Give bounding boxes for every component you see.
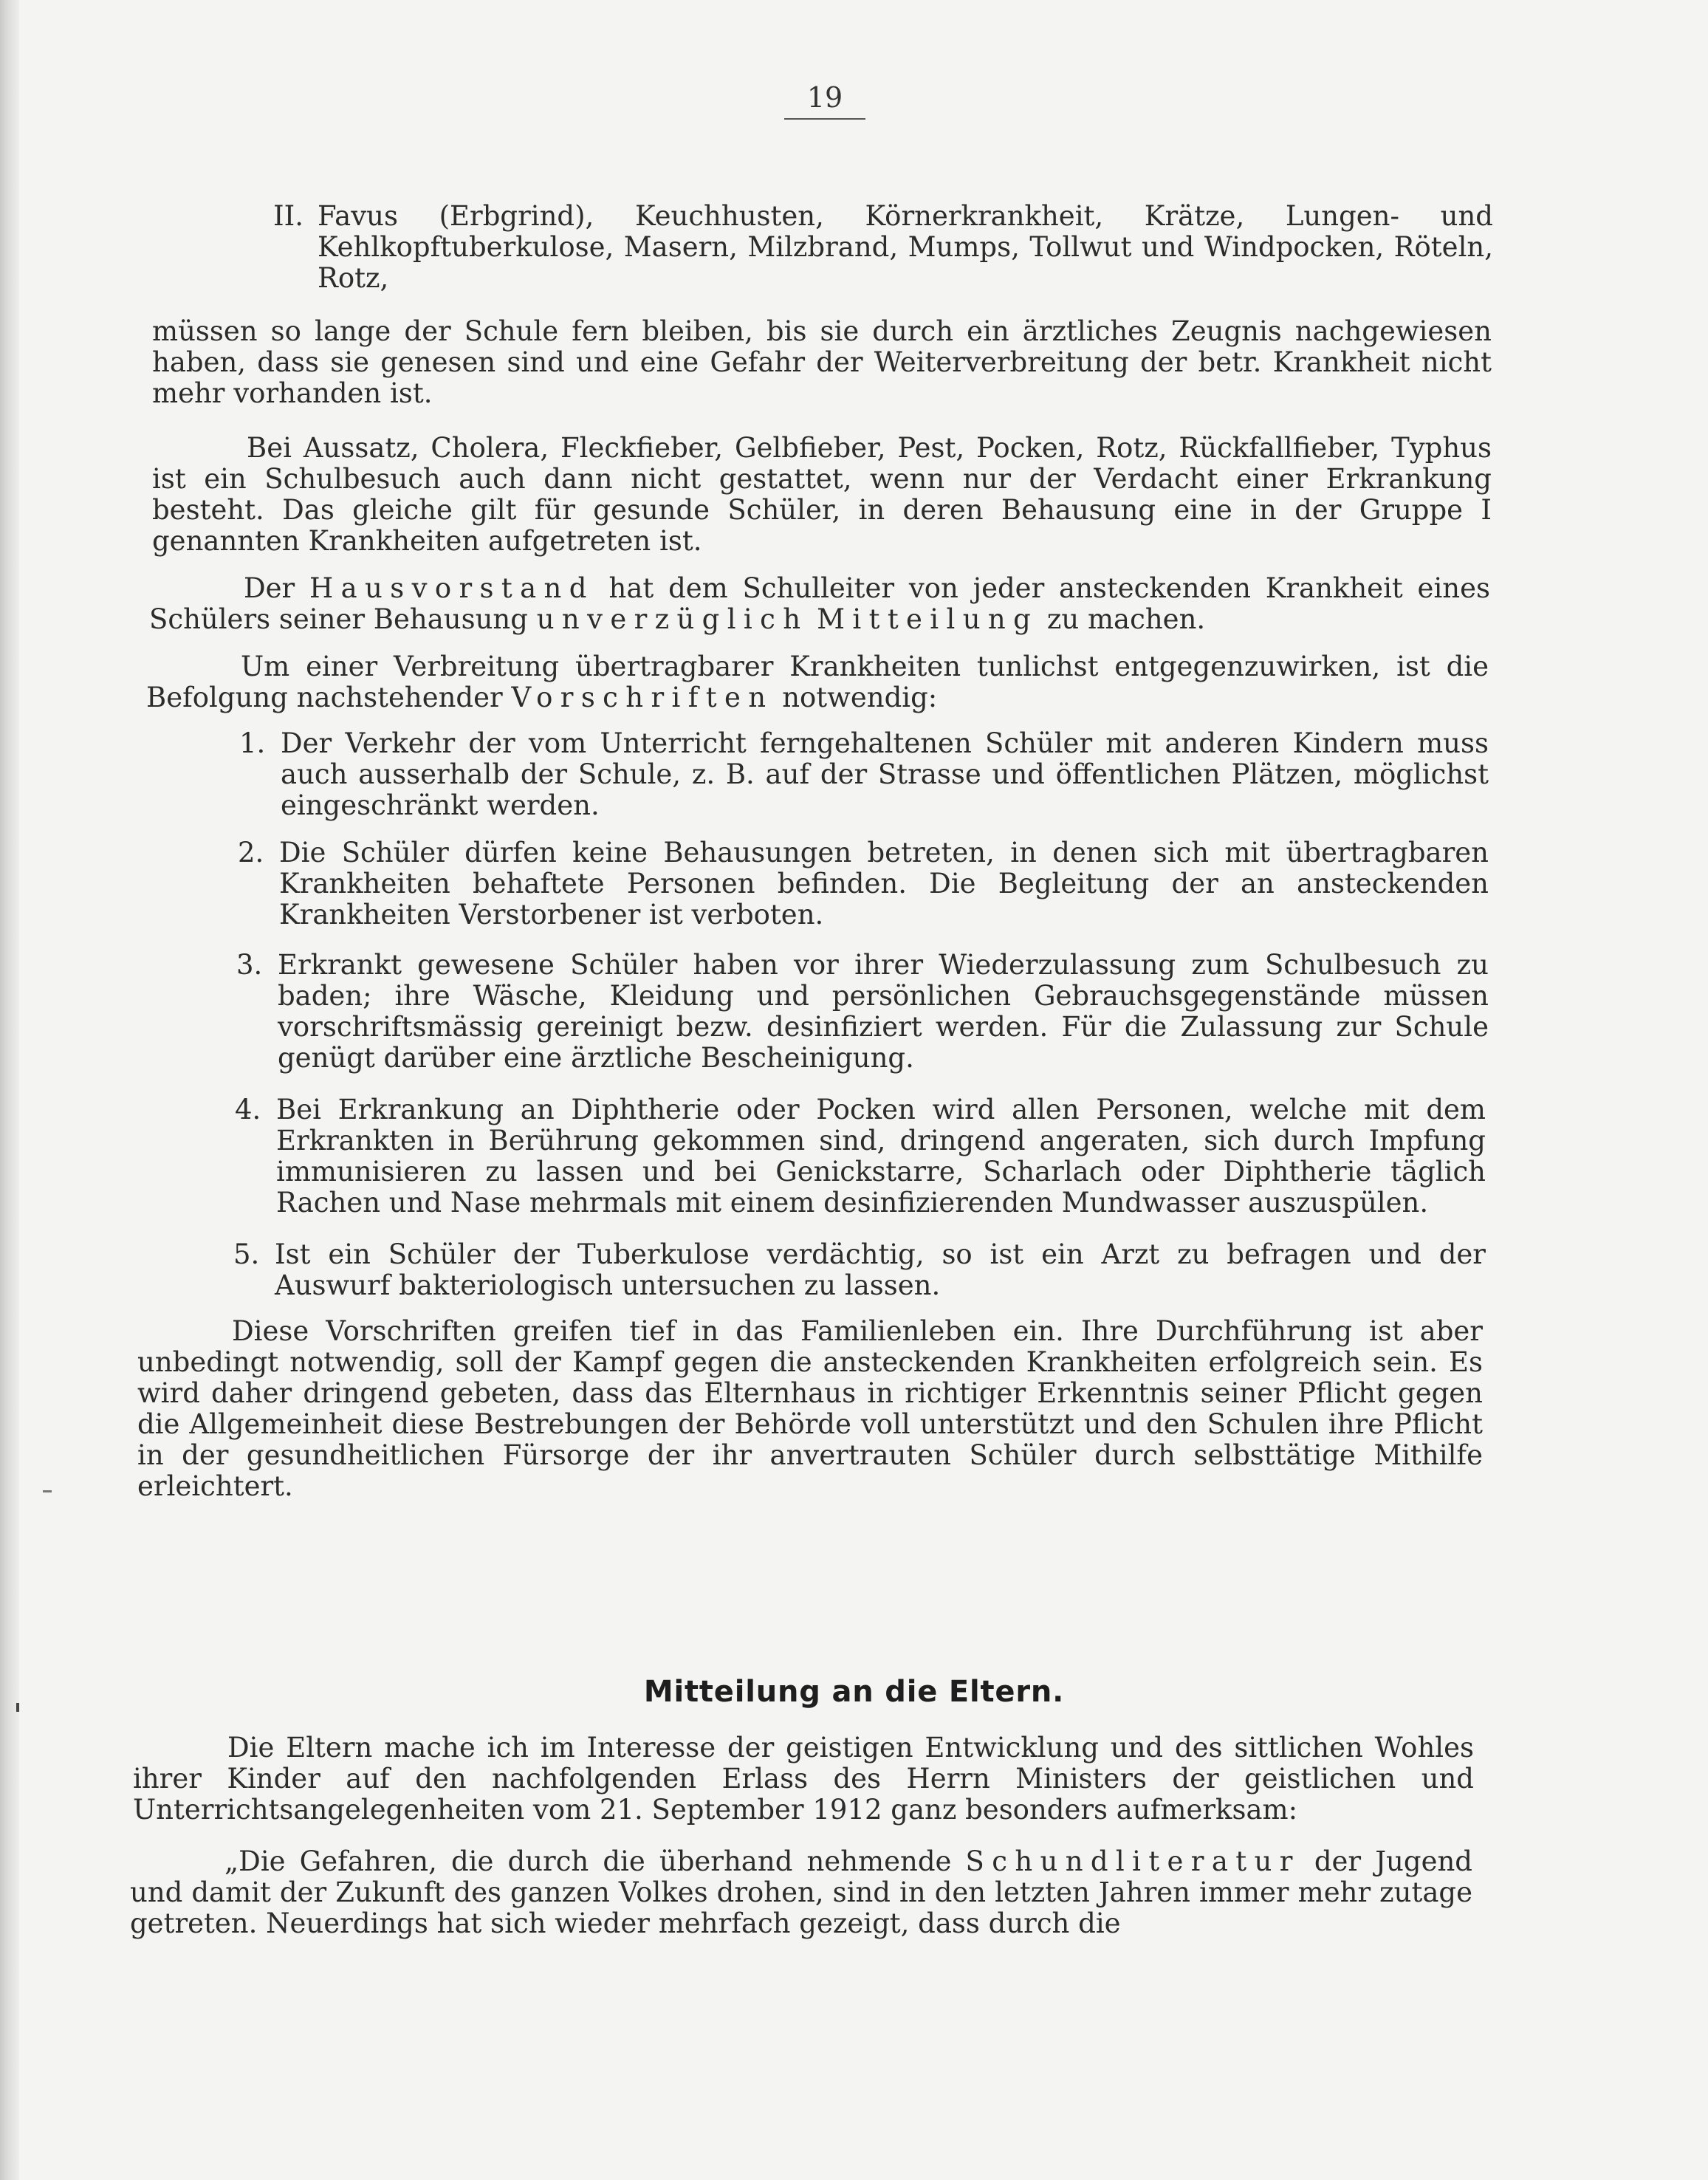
list-entry-ii [273, 201, 1493, 294]
section-heading: Mitteilung an die Eltern. [643, 1675, 1065, 1709]
rule-text: Erkrankt gewesene Schüler haben vor ihrer Wiederzulassung zum Schulbesuch zu baden; ihre Wäsche, Kleidung und persönlichen Gebrauchsgegenstände müssen vorschriftsmässig gereinigt bezw. desinfiziert werden. Für die Zulassung zur Schule genügt darüber eine ärztliche Bescheinigung. [278, 949, 1489, 1074]
page-edge-shadow [0, 0, 19, 2180]
text-run: hat dem Schulleiter von jeder ansteckenden Krankheit eines Schülers seiner Behausung [149, 572, 1490, 635]
rule-3 [236, 950, 1489, 1074]
paragraph-text [149, 573, 1490, 635]
rule-number: 3. [236, 949, 263, 981]
scan-mark [43, 1490, 52, 1492]
page-number: 19 [784, 81, 865, 120]
paragraph-2 [152, 433, 1492, 557]
list-text: Favus (Erbgrind), Keuchhusten, Körnerkrankheit, Krätze, Lungen- und Kehlkopftuberkulose, Masern, Milzbrand, Mumps, Tollwut und Windpocken, Röteln, Rotz, [318, 200, 1493, 294]
rule-number: 4. [235, 1094, 261, 1125]
rule-text: Bei Erkrankung an Diphtherie oder Pocken wird allen Personen, welche mit dem Erkrankten in Berührung gekommen sind, dringend angeraten, sich durch Impfung immunisieren zu lassen und bei Genickstarre, Scharlach oder Diphtherie täglich Rachen und Nase mehrmals mit einem desinfizierenden Mundwasser auszuspülen. [276, 1094, 1486, 1218]
list-number: II. [273, 200, 303, 232]
spaced-emphasis: Vorschriften [511, 682, 774, 713]
text-run: „Die Gefahren, die durch die überhand nehmende [224, 1845, 966, 1877]
paragraph-7 [130, 1846, 1472, 1939]
paragraph-1 [152, 316, 1492, 409]
spaced-emphasis: Mitteilung [817, 603, 1039, 635]
paragraph-text [146, 651, 1489, 713]
paragraph-text: müssen so lange der Schule fern bleiben, bis sie durch ein ärztliches Zeugnis nachgewiesen haben, dass sie genesen sind und eine Gefahr der Weiterverbreitung der betr. Krankheit nicht mehr vorhanden ist. [152, 315, 1492, 409]
text-run: zu machen. [1038, 603, 1206, 635]
rule-5 [233, 1239, 1486, 1301]
rule-text: Der Verkehr der vom Unterricht ferngehaltenen Schüler mit anderen Kindern muss auch ausserhalb der Schule, z. B. auf der Strasse und öffentlichen Plätzen, möglichst eingeschränkt werden. [281, 727, 1489, 821]
text-run [808, 603, 817, 635]
text-run: notwendig: [773, 682, 938, 713]
rule-text: Die Schüler dürfen keine Behausungen betreten, in denen sich mit übertragbaren Krankheiten behaftete Personen befinden. Die Begleitung der an ansteckenden Krankheiten Verstorbener ist verboten. [279, 837, 1489, 930]
paragraph-3 [149, 573, 1490, 635]
rule-number: 1. [239, 727, 266, 759]
rule-4 [235, 1094, 1486, 1218]
text-run: Der [244, 572, 310, 604]
text-run: Um einer Verbreitung übertragbarer Krankheiten tunlichst entgegenzuwirken, ist die Befolgung nachstehender [146, 651, 1489, 713]
paragraph-5 [137, 1316, 1483, 1502]
rule-number: 5. [233, 1238, 260, 1270]
paragraph-text: Diese Vorschriften greifen tief in das Familienleben ein. Ihre Durchführung ist aber unbedingt notwendig, soll der Kampf gegen die ansteckenden Krankheiten erfolgreich sein. Es wird daher dringend gebeten, dass das Elternhaus in richtiger Erkenntnis seiner Pflicht gegen die Allgemeinheit diese Bestrebungen der Behörde voll unterstützt und den Schulen ihre Pflicht in der gesundheitlichen Fürsorge der ihr anvertrauten Schüler durch selbsttätige Mithilfe erleichtert. [137, 1315, 1483, 1502]
paragraph-text [130, 1846, 1472, 1939]
rule-2 [238, 837, 1489, 930]
text-run: der Jugend und damit der Zukunft des ganzen Volkes drohen, sind in den letzten Jahren immer mehr zutage getreten. Neuerdings hat sich wieder mehrfach gezeigt, dass durch die [130, 1845, 1472, 1939]
spaced-emphasis: Schundliteratur [965, 1845, 1300, 1877]
spaced-emphasis: unverzüglich [536, 603, 809, 635]
spaced-emphasis: Hausvorstand [309, 572, 594, 604]
paragraph-4 [146, 651, 1489, 713]
paragraph-text: Die Eltern mache ich im Interesse der geistigen Entwicklung und des sittlichen Wohles ihrer Kinder auf den nachfolgenden Erlass des Herrn Ministers der geistlichen und Unterrichtsangelegenheiten vom 21. September 1912 ganz besonders aufmerksam: [133, 1732, 1474, 1826]
rule-1 [239, 728, 1489, 821]
rule-text: Ist ein Schüler der Tuberkulose verdächtig, so ist ein Arzt zu befragen und der Auswurf bakteriologisch untersuchen zu lassen. [275, 1238, 1486, 1301]
paragraph-6 [133, 1732, 1474, 1826]
rule-number: 2. [238, 837, 264, 868]
paragraph-text: Bei Aussatz, Cholera, Fleckfieber, Gelbfieber, Pest, Pocken, Rotz, Rückfallfieber, Typhus ist ein Schulbesuch auch dann nicht gestattet, wenn nur der Verdacht einer Erkrankung besteht. Das gleiche gilt für gesunde Schüler, in deren Behausung eine in der Gruppe I genannten Krankheiten aufgetreten ist. [152, 432, 1492, 557]
